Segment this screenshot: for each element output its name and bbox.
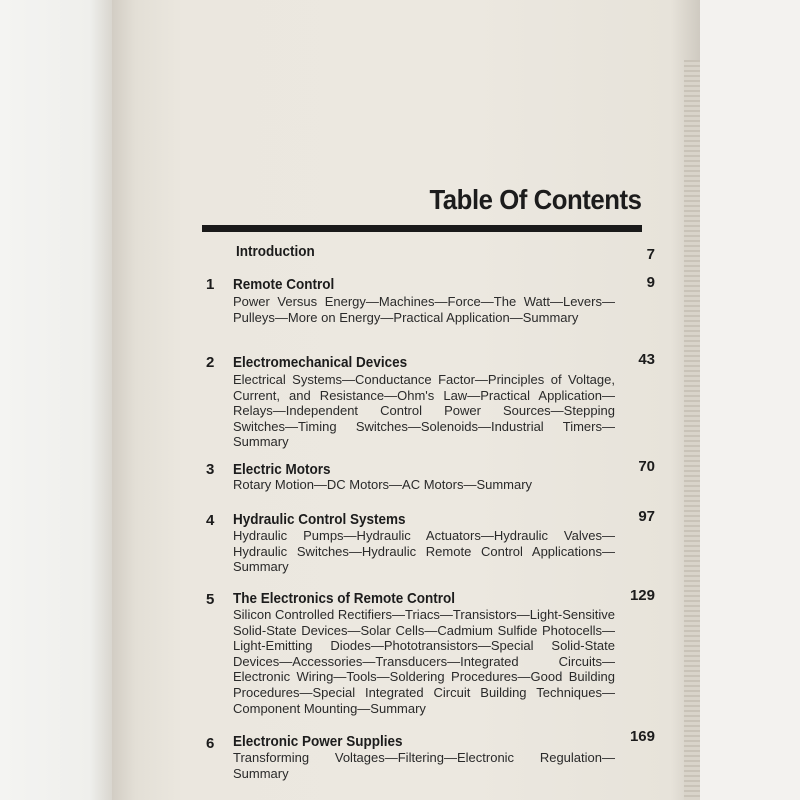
chapter-topics: Power Versus Energy—Machines—Force—The Watt—Levers—Pulleys—More on Energy—Practical Application—Summary	[233, 294, 615, 325]
background-surface-right	[700, 0, 800, 800]
chapter-title: Electric Motors	[233, 461, 331, 478]
chapter-page: 129	[629, 587, 655, 604]
chapter-topics: Hydraulic Pumps—Hydraulic Actuators—Hydraulic Valves—Hydraulic Switches—Hydraulic Remote Control Applications—Summary	[233, 528, 615, 575]
introduction-page: 7	[646, 246, 655, 263]
title-rule	[202, 225, 642, 232]
chapter-page: 43	[638, 351, 655, 368]
introduction-label: Introduction	[236, 243, 315, 260]
chapter-page: 70	[638, 458, 655, 475]
chapter-page: 169	[629, 728, 655, 745]
chapter-number: 4	[206, 512, 215, 529]
chapter-number: 6	[206, 735, 215, 752]
chapter-topics: Rotary Motion—DC Motors—AC Motors—Summary	[233, 477, 533, 492]
background-surface	[0, 0, 112, 800]
chapter-number: 1	[206, 276, 215, 293]
chapter-title: Remote Control	[233, 276, 335, 293]
page-title: Table Of Contents	[429, 184, 642, 215]
chapter-page: 9	[646, 274, 655, 291]
page-stack-edge	[684, 60, 700, 800]
chapter-page: 97	[638, 508, 655, 525]
chapter-title: Hydraulic Control Systems	[233, 511, 406, 528]
chapter-topics: Silicon Controlled Rectifiers—Triacs—Transistors—Light-Sensitive Solid-State Devices—Solar Cells—Cadmium Sulfide Photocells—Light-Emitting Diodes—Phototransistors—Special Solid-State Devices—Accessories—Transducers—Integrated Circuits—Electronic Wiring—Tools—Soldering Procedures—Good Building Procedures—Special Integrated Circuit Building Techniques—Component Mounting—Summary	[233, 607, 615, 716]
chapter-number: 5	[206, 591, 215, 608]
chapter-number: 2	[206, 354, 215, 371]
chapter-title: Electromechanical Devices	[233, 354, 408, 371]
chapter-title: The Electronics of Remote Control	[233, 590, 456, 607]
chapter-number: 3	[206, 461, 215, 478]
chapter-topics: Electrical Systems—Conductance Factor—Principles of Voltage, Current, and Resistance—Ohm's Law—Practical Application—Relays—Independent Control Power Sources—Stepping Switches—Timing Switches—Solenoids—Industrial Timers—Summary	[233, 372, 615, 450]
chapter-title: Electronic Power Supplies	[233, 733, 403, 750]
chapter-topics: Transforming Voltages—Filtering—Electronic Regulation—Summary	[233, 750, 615, 781]
